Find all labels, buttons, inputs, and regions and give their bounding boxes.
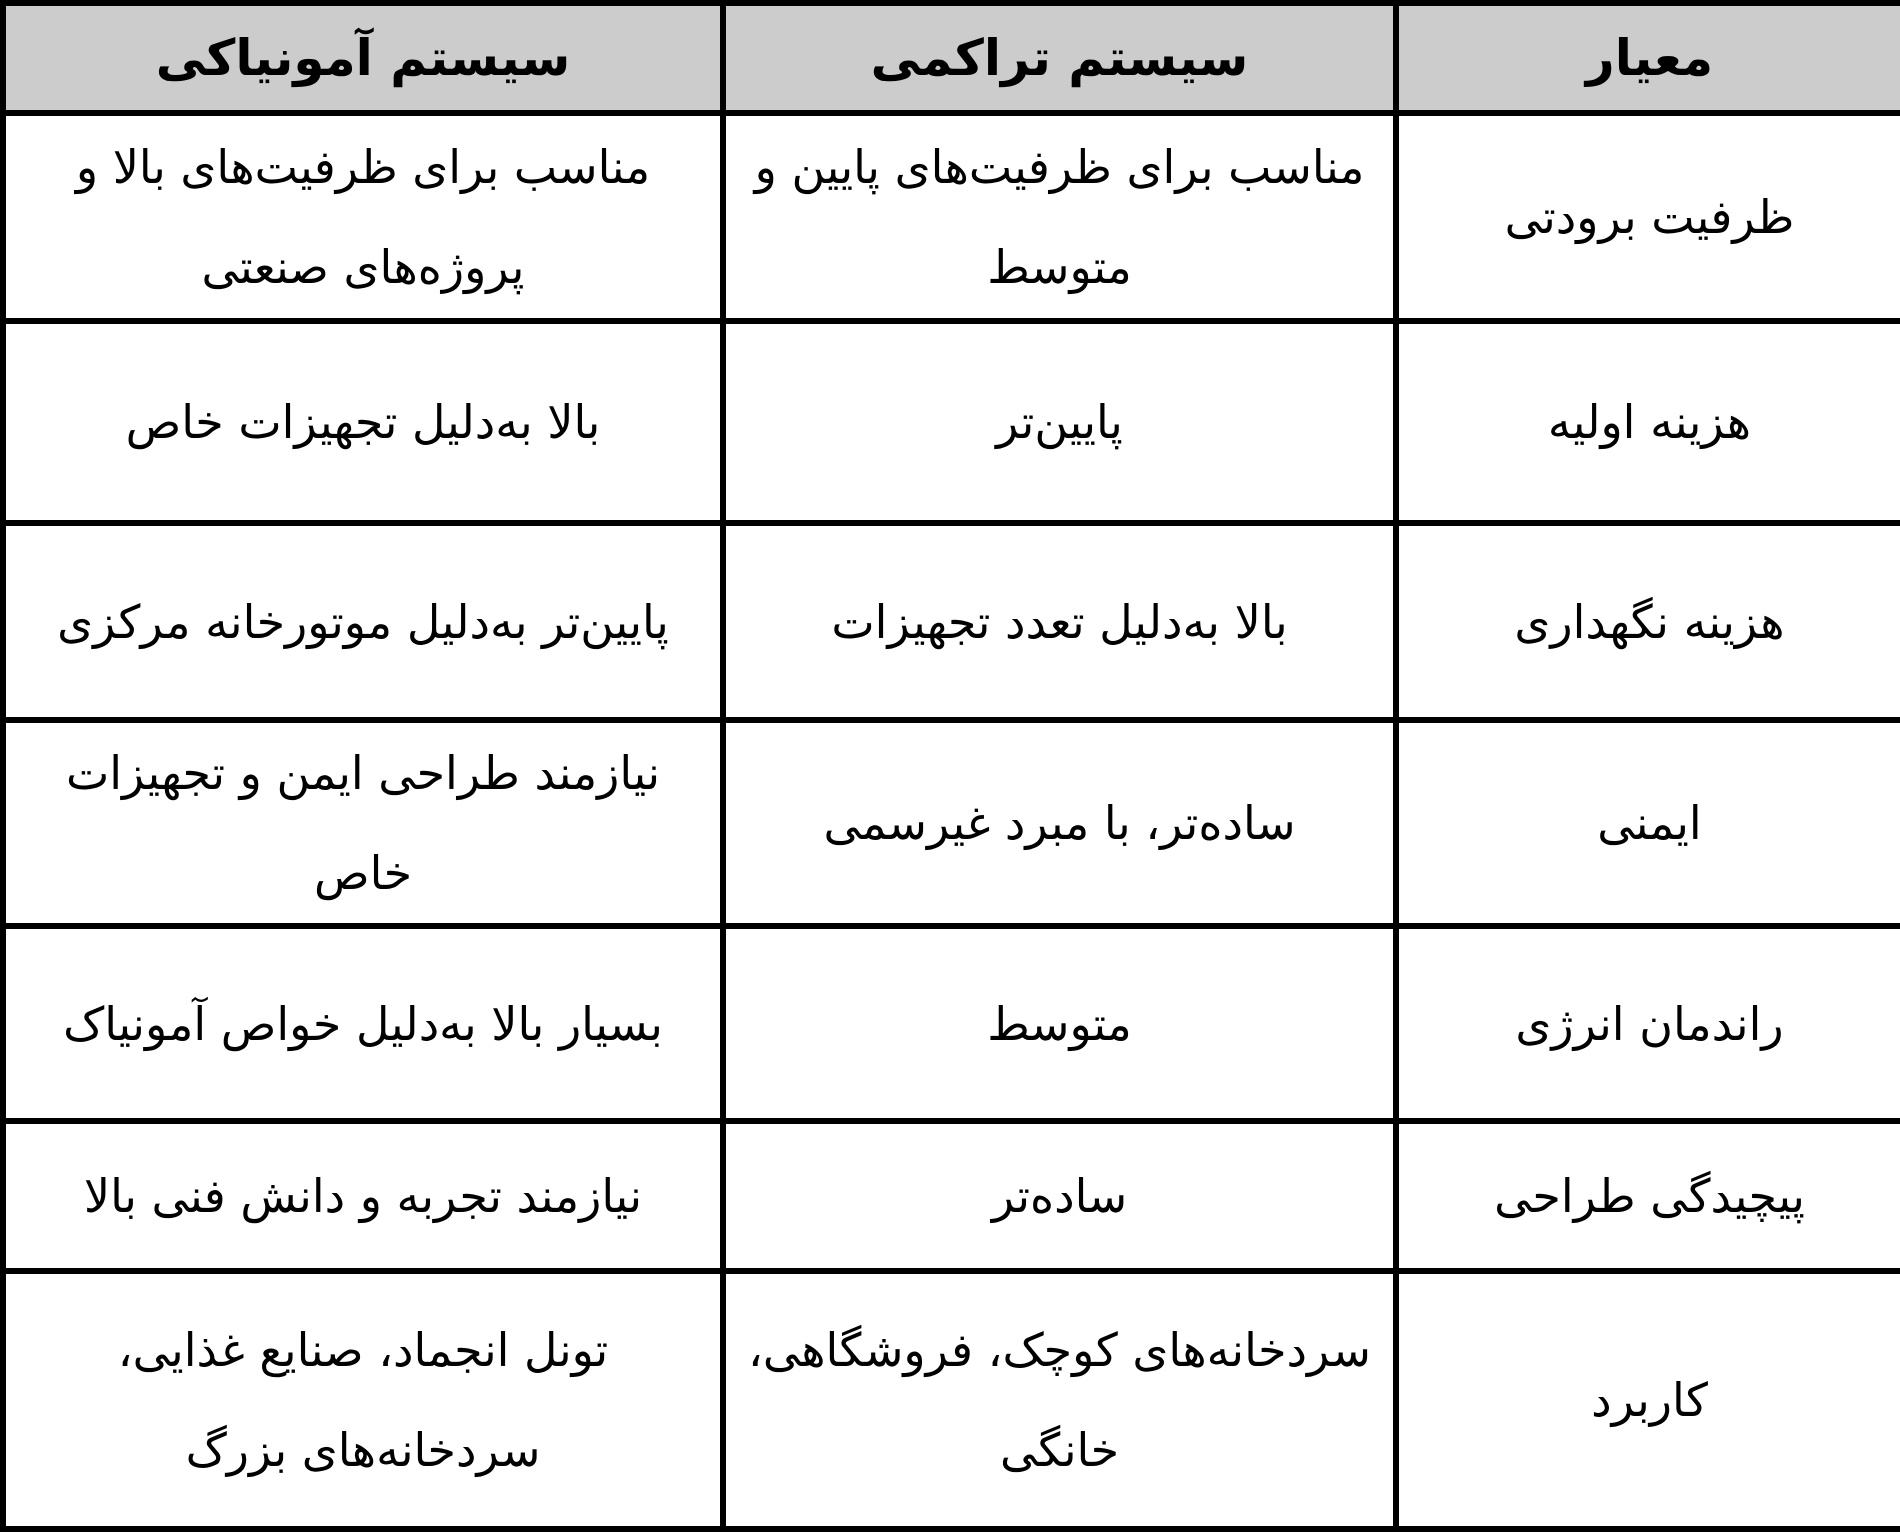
- table-row: [3, 523, 1900, 720]
- header-criterion: معیار: [1396, 3, 1900, 113]
- compound-system-cell: مناسب برای ظرفیت‌های پایین و متوسط: [723, 113, 1396, 321]
- ammonia-system-cell: نیازمند طراحی ایمن و تجهیزات خاص: [3, 720, 723, 926]
- ammonia-system-cell: پایین‌تر به‌دلیل موتورخانه مرکزی: [3, 523, 723, 720]
- table-row: [3, 321, 1900, 523]
- header-ammonia-system: سیستم آمونیاکی: [3, 3, 723, 113]
- table-row: [3, 1121, 1900, 1271]
- table-row: [3, 113, 1900, 321]
- criterion-cell: هزینه نگهداری: [1396, 523, 1900, 720]
- ammonia-system-cell: تونل انجماد، صنایع غذایی، سردخانه‌های بزرگ: [3, 1271, 723, 1529]
- ammonia-system-cell: نیازمند تجربه و دانش فنی بالا: [3, 1121, 723, 1271]
- compound-system-cell: ساده‌تر، با مبرد غیرسمی: [723, 720, 1396, 926]
- table-row: [3, 720, 1900, 926]
- ammonia-system-cell: مناسب برای ظرفیت‌های بالا و پروژه‌های صنعتی: [3, 113, 723, 321]
- table-row: [3, 1271, 1900, 1529]
- criterion-cell: هزینه اولیه: [1396, 321, 1900, 523]
- compound-system-cell: متوسط: [723, 926, 1396, 1121]
- compound-system-cell: سردخانه‌های کوچک، فروشگاهی، خانگی: [723, 1271, 1396, 1529]
- ammonia-system-cell: بسیار بالا به‌دلیل خواص آمونیاک: [3, 926, 723, 1121]
- criterion-cell: پیچیدگی طراحی: [1396, 1121, 1900, 1271]
- ammonia-system-cell: بالا به‌دلیل تجهیزات خاص: [3, 321, 723, 523]
- criterion-cell: ایمنی: [1396, 720, 1900, 926]
- compound-system-cell: ساده‌تر: [723, 1121, 1396, 1271]
- header-compound-system: سیستم تراکمی: [723, 3, 1396, 113]
- header-row: [3, 3, 1900, 113]
- criterion-cell: ظرفیت برودتی: [1396, 113, 1900, 321]
- compound-system-cell: پایین‌تر: [723, 321, 1396, 523]
- criterion-cell: راندمان انرژی: [1396, 926, 1900, 1121]
- criterion-cell: کاربرد: [1396, 1271, 1900, 1529]
- compound-system-cell: بالا به‌دلیل تعدد تجهیزات: [723, 523, 1396, 720]
- table-row: [3, 926, 1900, 1121]
